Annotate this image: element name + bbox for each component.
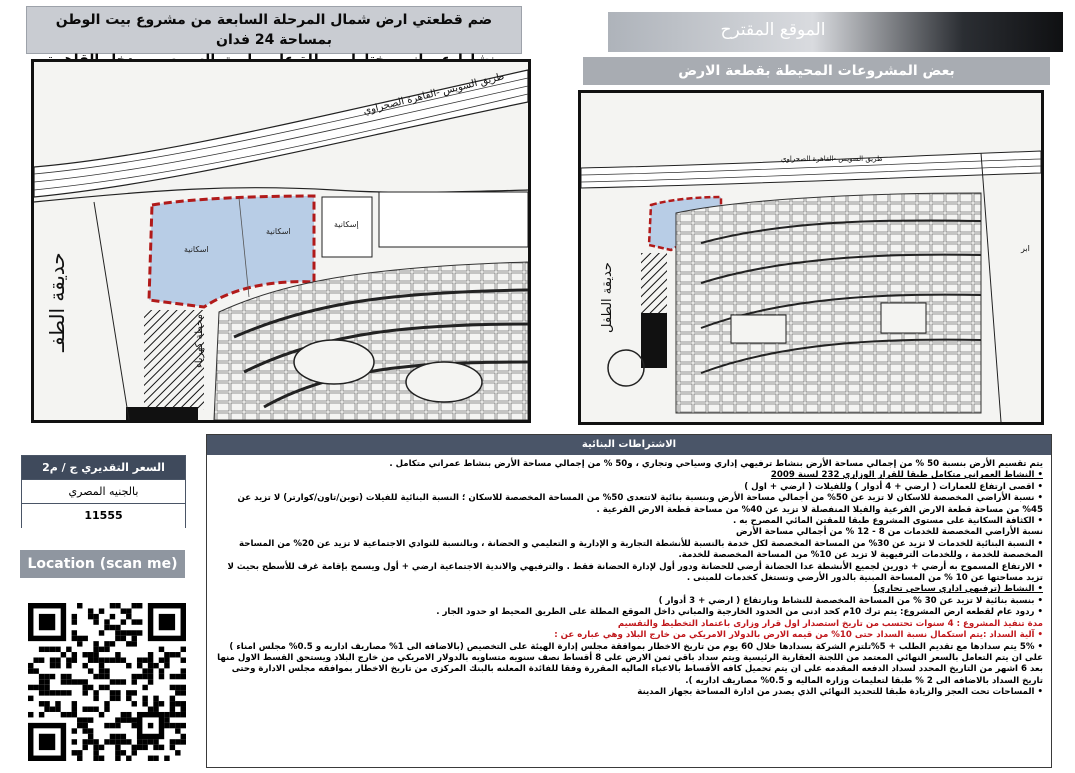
overview-highway-label: طريق السويس -القاهرة الصحراوي [781,155,883,163]
price-header: السعر التقديري ج / م2 [22,456,185,480]
condition-line: • النشاط (ترفيهي اداري سياحي تجاري) [215,584,1043,595]
qr-code-pattern [28,603,186,761]
proposed-location-banner [608,12,1063,52]
highway-label: طريق السويس -القاهرة الصحراوي [362,71,506,117]
parcel-label-2: اسكانية [266,227,291,236]
overview-edge-label: ابر [1021,244,1030,253]
location-qr-code[interactable] [28,603,186,761]
building-conditions-title: الاشتراطات البنائية [207,435,1051,455]
building-conditions-panel [206,434,1052,768]
price-unit: بالجنيه المصري [22,480,185,504]
condition-line: • بنسبة بنائية لا تزيد عن 30 % من المساحة المخصصة للنشاط وبارتفاع ( ارضي + 3 أدوار ) [215,596,1043,607]
parcel-label-3: إسكانية [334,220,359,229]
condition-line: مدة تنفيذ المشروع : 4 سنوات تحتسب من تاريخ استصدار اول قرار وزارى باعتماد التخطيط والتقسيم [617,618,1043,629]
surrounding-projects-banner: بعض المشروعات المحيطة بقطعة الارض [583,57,1050,85]
condition-line: • الكثافة السكانية على مستوى المشروع طبقا للمقتن المائي المصرح به . [215,516,1043,527]
price-table [21,455,186,528]
condition-line: • النسبة البنائية للخدمات لا تزيد عن 30% من المساحة المخصصة لكل خدمة بالنسبة للأنشطة التجارية و الإدارية و التعليمي و الحضانة ، وبالنسبة للنوادي الاجتماعية لا تزيد عن 20% من المساحة المخصصة للخدمة ، وللخدمات الترفيهية لا تزيد عن 10% من المساحة المخصصة للخدمة. [215,539,1043,562]
proposed-location-title: الموقع المقترح [720,20,826,40]
site-map-overview [578,90,1044,425]
condition-line: نسبة الأراضي المخصصة للخدمات من 8 - 12 % من أجمالي مساحة الأرض [735,527,1043,538]
condition-line: • نسبة الأراضي المخصصة للاسكان لا تزيد عن 50% من أجمالي مساحة الأرض وبنسبة بنائية لاتتعدى 50% من المساحة المخصصة للاسكان ؛ النسبة البنائية للفيلات (توين/تاون/كوارتر) لا تزيد عن 45% من مساحة قطعة الارض الفرعية والفيلا المنفصلة لا تزيد عن 40% من مساحة قطعة الارض الفرعية . [215,493,1043,516]
condition-line: • 5% يتم سدادها مع تقديم الطلب + 5%تلتزم الشركة بسدادها خلال 60 يوم من تاريخ الاخطار بموافقة مجلس إدارة الهيئة على التخصيص (بالاضافه الى 1% مصاريف اداريه و 0.5% مجلس امناء ) على ان يتم التعامل بالسعر النهائي المعتمد من اللجنة العقارية الرئيسية ويتم سداد باقي ثمن الارض على 8 أقساط نصف سنويه متساويه بالدولار الامريكي من خارج البلاد ويستحق القسط الاول منها بعد 6 اشهر من التاريخ المحدد لسداد الدفعه المقدمه على ان يتم تحميل كافه الأقساط بالاعباء الماليه المقررة وفقا للفائدة المعلنه بالبنك المركزى من تاريخ الاخطار بموافقه مجلس الادارة وحتى تاريخ السداد بالاضافه الى 2 % طبقا لتعليمات وزاره الماليه و 0.5% مصاريف اداريه ). [215,642,1043,688]
parcel-label-1: اسكانية [184,245,209,254]
location-label: Location (scan me) [20,550,185,578]
site-map-overview-drawing [581,93,1041,422]
building-conditions-list [207,455,1051,699]
site-map-detail-drawing [34,62,528,420]
condition-line: • المساحات تحت العجز والزيادة طبقا للتحديد النهائي الذي يصدر من ادارة المساحة بجهاز المدينة [215,687,1043,698]
project-title-line-1: ضم قطعتي ارض شمال المرحلة السابعة من مشروع بيت الوطن بمساحة 24 فدان [55,12,493,48]
site-map-detail [31,59,531,423]
condition-line: • اقصى ارتفاع للعمارات ( ارضي + 4 أدوار ) وللفيلات ( ارضي + اول ) [215,482,1043,493]
price-value: 11555 [22,504,185,528]
overview-garden-label: حديقة الطفل [600,262,615,333]
garden-label: حديقة الطفـ [45,252,69,352]
condition-line: • النشاط العمراني متكامل طبقا للقرار الوزاري 232 لسنة 2009 [215,470,1043,481]
power-station-label: محطة كهرباء [194,314,205,368]
condition-line: يتم تقسيم الأرض بنسبة 50 % من إجمالي مساحة الأرض بنشاط ترفيهي إداري وسياحي وتجاري ، و50 % من إجمالي مساحة الأرض بنشاط عمراني متكامل . [389,459,1043,469]
project-title-banner [26,6,522,54]
condition-line: • ردود عام لقطعه ارض المشروع: يتم ترك 10م كحد ادنى من الحدود الخارجية والمباني داخل الموقع المطلة على الطريق المحيط او حدود الجار . [215,607,1043,618]
condition-line: • الارتفاع المسموح به أرضي + دورين لجميع الأنشطة عدا الحضانة أرضي للحضانة ودور أول لإدارة الحضانة فقط . والترفيهي والاندية الاجتماعية ارضي + أول ويسمح بإقامة غرف للأسطح بحيث لا تزيد مساحتها عن 10 % من المساحة المبنية بالدور الأرضي وتستغل كخدمات للمبنى . [215,562,1043,585]
condition-line: • آلية السداد :يتم استكمال نسبة السداد حتى 10% من قيمه الارض بالدولار الامريكي من خارج البلاد وهي عباره عن : [215,630,1043,641]
